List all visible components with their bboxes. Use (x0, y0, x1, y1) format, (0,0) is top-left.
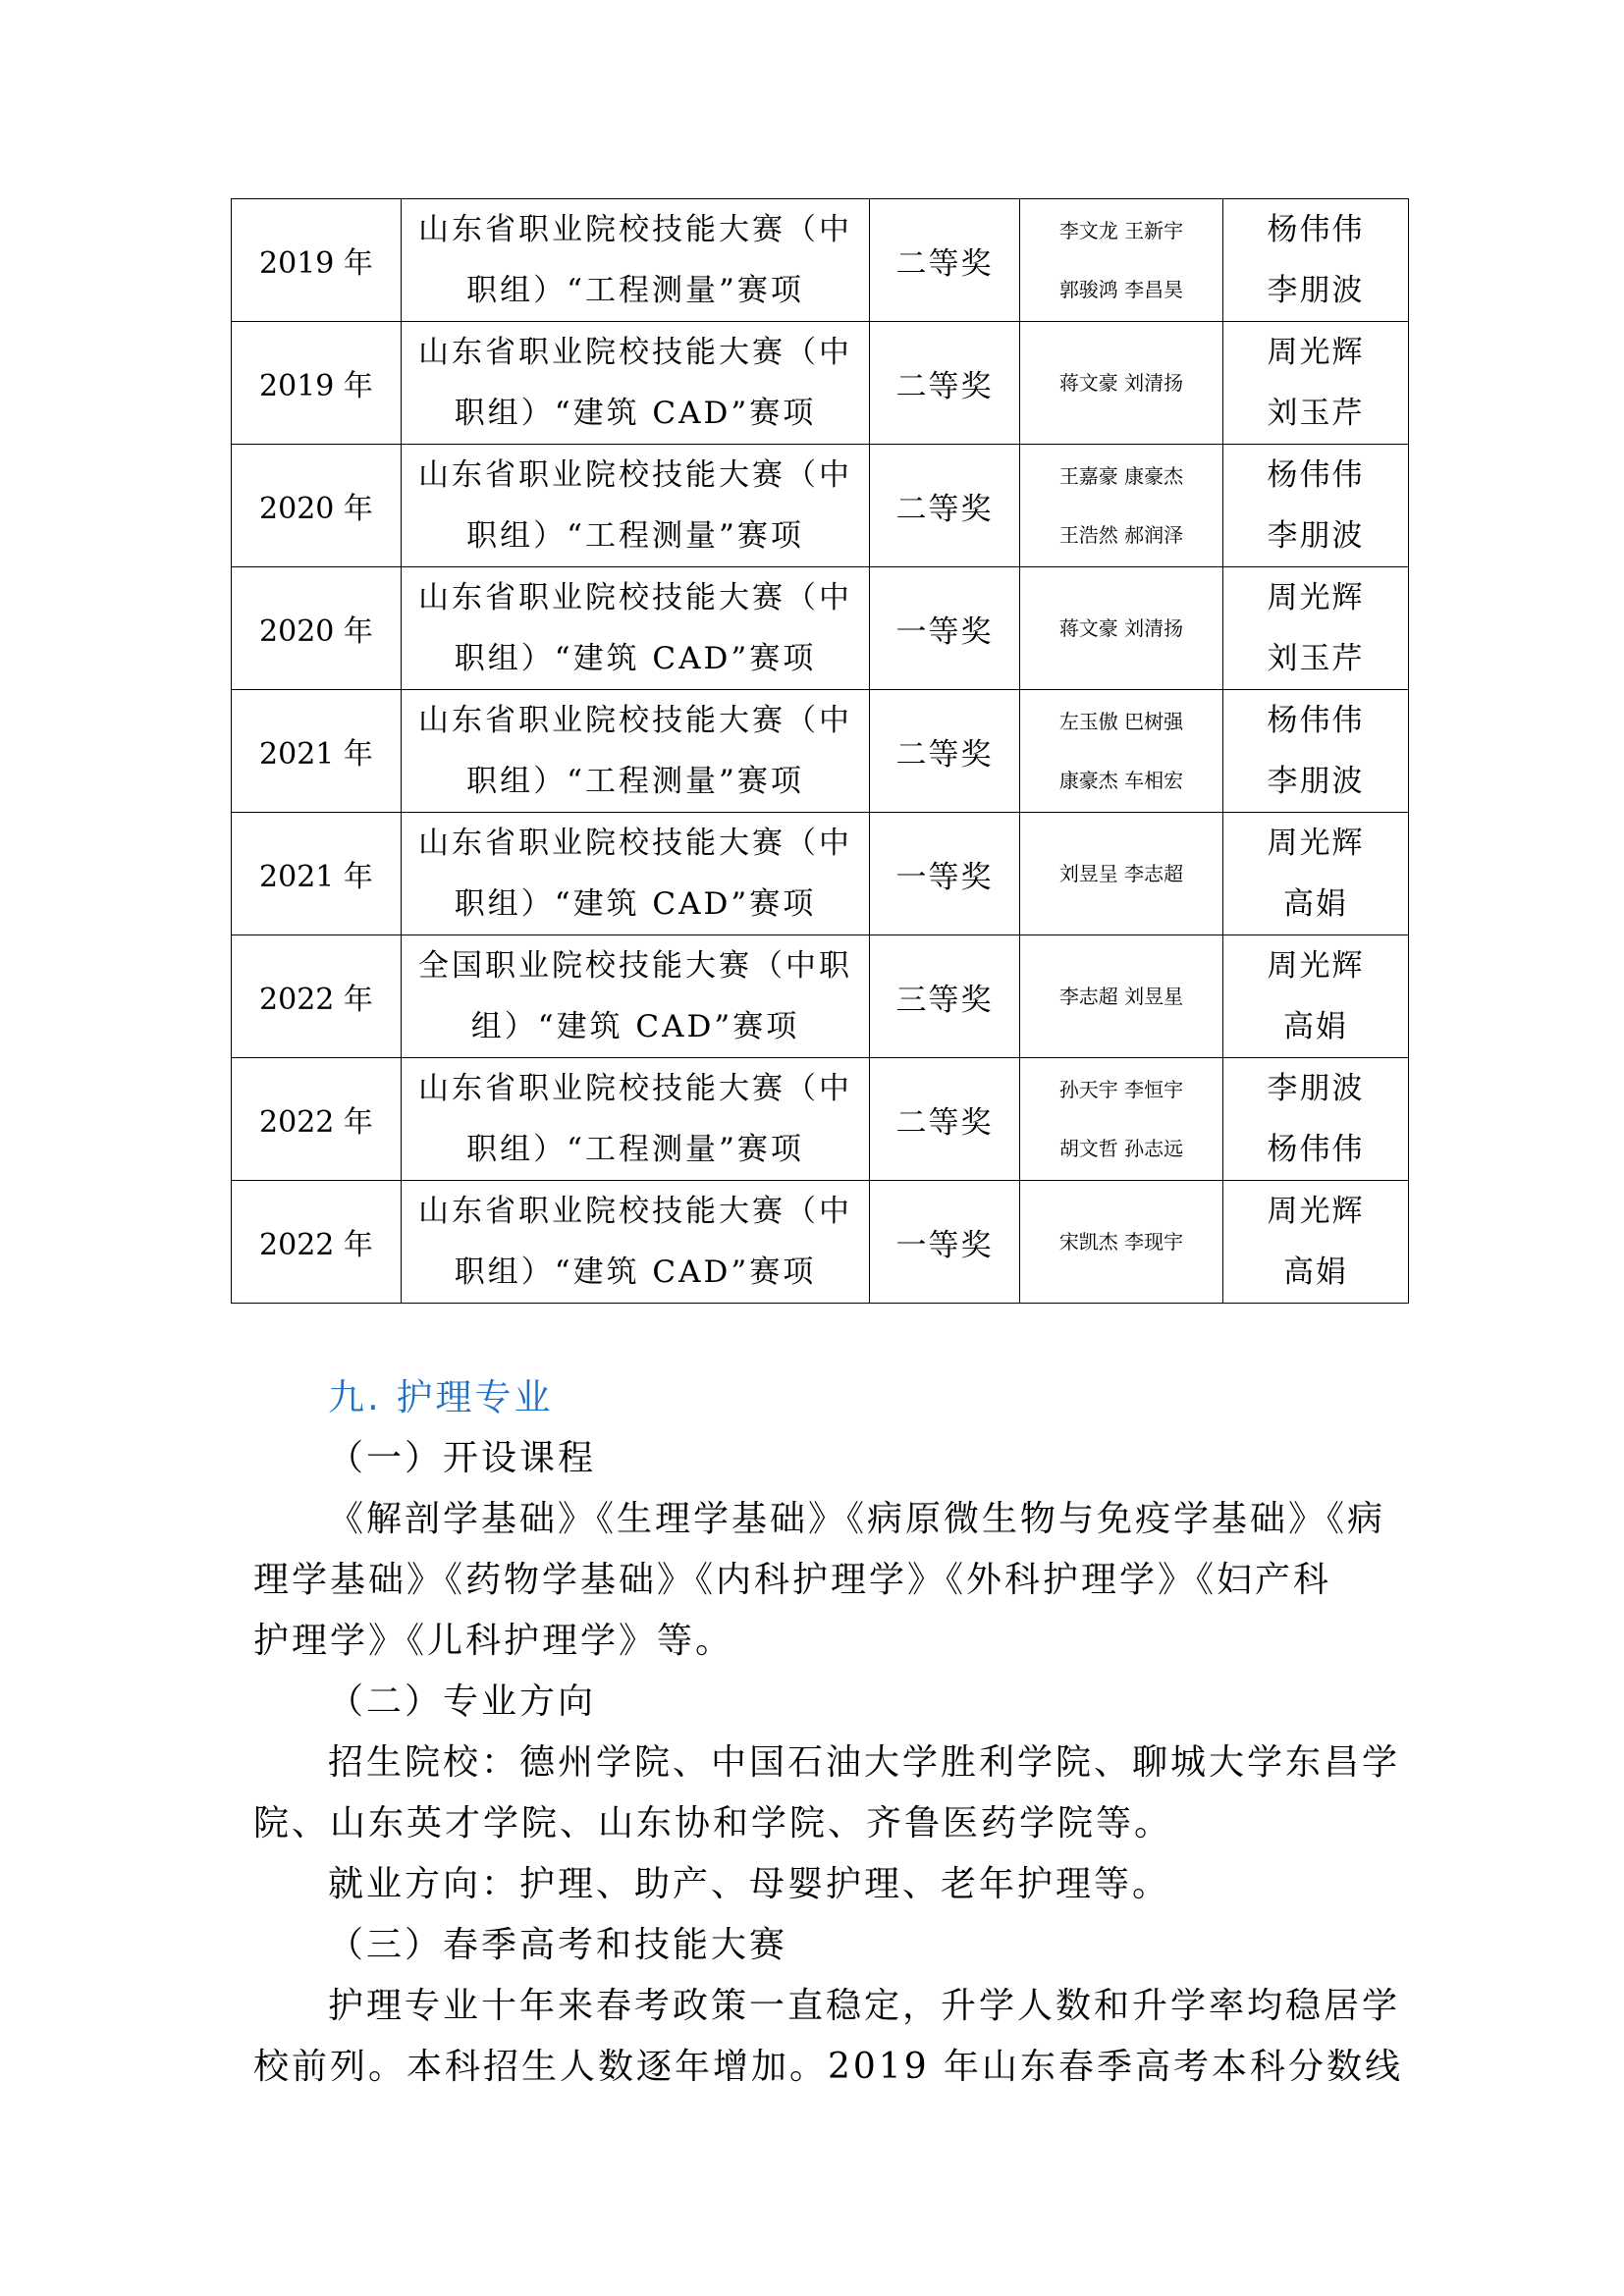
competition-line-2: 职组）“建筑 CAD”赛项 (454, 396, 817, 431)
students-line-2: 胡文哲 孙志远 (1058, 1137, 1184, 1160)
prize-cell: 一等奖 (870, 813, 1020, 935)
schools-line-2: 院、山东英才学院、山东协和学院、齐鲁医药学院等。 (253, 1803, 1173, 1843)
teacher-line-1: 杨伟伟 (1267, 457, 1365, 493)
students-line-2: 康豪杰 车相宏 (1058, 769, 1184, 792)
competition-line-1: 山东省职业院校技能大赛（中 (418, 335, 852, 370)
students-cell (1020, 1181, 1223, 1304)
prize-cell: 二等奖 (870, 322, 1020, 445)
competition-line-2: 职组）“建筑 CAD”赛项 (454, 1255, 817, 1290)
teacher-line-2: 刘玉芹 (1267, 396, 1365, 431)
students-line-1: 蒋文豪 刘清扬 (1058, 616, 1184, 640)
competition-cell (402, 322, 870, 445)
competition-line-2: 组）“建筑 CAD”赛项 (470, 1009, 800, 1044)
competition-line-2: 职组）“工程测量”赛项 (466, 273, 804, 308)
table-row (232, 813, 1409, 935)
students-line-1: 孙天宇 李恒宇 (1058, 1078, 1184, 1101)
students-cell (1020, 813, 1223, 935)
competition-line-1: 山东省职业院校技能大赛（中 (418, 703, 852, 738)
teacher-line-1: 周光辉 (1267, 335, 1365, 370)
teachers-cell (1223, 935, 1409, 1058)
students-cell (1020, 935, 1223, 1058)
competition-line-1: 山东省职业院校技能大赛（中 (418, 457, 852, 493)
teacher-line-2: 高娟 (1283, 1009, 1348, 1044)
competition-cell (402, 1181, 870, 1304)
students-cell (1020, 199, 1223, 322)
competition-line-1: 全国职业院校技能大赛（中职 (418, 948, 852, 984)
year-cell: 2019 年 (232, 322, 402, 445)
teacher-line-1: 杨伟伟 (1267, 703, 1365, 738)
policy-line-1: 护理专业十年来春考政策一直稳定，升学人数和升学率均稳居学 (328, 1986, 1401, 2026)
prize-cell: 二等奖 (870, 445, 1020, 567)
students-cell (1020, 1058, 1223, 1181)
teachers-cell (1223, 199, 1409, 322)
teachers-cell (1223, 445, 1409, 567)
students-cell (1020, 690, 1223, 813)
section-title: 九. 护理专业 (328, 1376, 554, 1418)
year-cell: 2020 年 (232, 445, 402, 567)
year-cell: 2022 年 (232, 1181, 402, 1304)
schools-line-1: 招生院校：德州学院、中国石油大学胜利学院、聊城大学东昌学 (328, 1742, 1401, 1783)
competition-cell (402, 813, 870, 935)
teachers-cell (1223, 813, 1409, 935)
students-line-1: 宋凯杰 李现宇 (1058, 1230, 1184, 1254)
subheading-direction: （二）专业方向 (328, 1682, 597, 1722)
courses-line-2: 理学基础》《药物学基础》《内科护理学》《外科护理学》《妇产科 (253, 1560, 1332, 1600)
prize-cell: 一等奖 (870, 567, 1020, 690)
students-line-1: 王嘉豪 康豪杰 (1058, 464, 1184, 488)
prize-cell: 二等奖 (870, 690, 1020, 813)
students-line-1: 蒋文豪 刘清扬 (1058, 371, 1184, 395)
teacher-line-2: 刘玉芹 (1267, 641, 1365, 676)
competition-line-2: 职组）“工程测量”赛项 (466, 1132, 804, 1167)
jobs-line: 就业方向：护理、助产、母婴护理、老年护理等。 (328, 1864, 1171, 1904)
subheading-exam: （三）春季高考和技能大赛 (328, 1925, 788, 1965)
teacher-line-1: 周光辉 (1267, 580, 1365, 615)
teacher-line-2: 李朋波 (1267, 518, 1365, 554)
prize-cell: 一等奖 (870, 1181, 1020, 1304)
table-row (232, 199, 1409, 322)
students-line-1: 左玉傲 巴树强 (1058, 710, 1184, 733)
teacher-line-2: 杨伟伟 (1267, 1132, 1365, 1167)
students-cell (1020, 322, 1223, 445)
awards-table (231, 198, 1409, 1304)
competition-line-1: 山东省职业院校技能大赛（中 (418, 1194, 852, 1229)
teacher-line-2: 高娟 (1283, 886, 1348, 922)
students-cell (1020, 445, 1223, 567)
students-cell (1020, 567, 1223, 690)
teachers-cell (1223, 567, 1409, 690)
competition-cell (402, 567, 870, 690)
table-row (232, 567, 1409, 690)
competition-line-1: 山东省职业院校技能大赛（中 (418, 212, 852, 247)
competition-cell (402, 935, 870, 1058)
prize-cell: 三等奖 (870, 935, 1020, 1058)
table-row (232, 1181, 1409, 1304)
teachers-cell (1223, 690, 1409, 813)
competition-line-2: 职组）“建筑 CAD”赛项 (454, 886, 817, 922)
competition-line-2: 职组）“建筑 CAD”赛项 (454, 641, 817, 676)
teacher-line-2: 李朋波 (1267, 764, 1365, 799)
teachers-cell (1223, 1058, 1409, 1181)
year-cell: 2022 年 (232, 935, 402, 1058)
teacher-line-1: 杨伟伟 (1267, 212, 1365, 247)
courses-line-3: 护理学》《儿科护理学》等。 (253, 1621, 734, 1661)
teacher-line-2: 高娟 (1283, 1255, 1348, 1290)
teacher-line-1: 周光辉 (1267, 948, 1365, 984)
year-cell: 2019 年 (232, 199, 402, 322)
teacher-line-1: 周光辉 (1267, 826, 1365, 861)
table-row (232, 445, 1409, 567)
subheading-courses: （一）开设课程 (328, 1438, 597, 1478)
table-row (232, 935, 1409, 1058)
students-line-1: 李文龙 王新宇 (1058, 219, 1184, 242)
students-line-1: 李志超 刘昱星 (1058, 985, 1184, 1008)
year-cell: 2022 年 (232, 1058, 402, 1181)
teachers-cell (1223, 1181, 1409, 1304)
year-cell: 2020 年 (232, 567, 402, 690)
table-row (232, 1058, 1409, 1181)
competition-line-2: 职组）“工程测量”赛项 (466, 764, 804, 799)
teacher-line-2: 李朋波 (1267, 273, 1365, 308)
students-line-2: 王浩然 郝润泽 (1058, 523, 1184, 547)
year-cell: 2021 年 (232, 813, 402, 935)
prize-cell: 二等奖 (870, 1058, 1020, 1181)
competition-line-1: 山东省职业院校技能大赛（中 (418, 580, 852, 615)
policy-line-2: 校前列。本科招生人数逐年增加。2019 年山东春季高考本科分数线 (253, 2047, 1404, 2087)
teacher-line-1: 李朋波 (1267, 1071, 1365, 1106)
students-line-1: 刘昱呈 李志超 (1058, 862, 1184, 885)
competition-cell (402, 199, 870, 322)
teacher-line-1: 周光辉 (1267, 1194, 1365, 1229)
students-line-2: 郭骏鸿 李昌昊 (1058, 278, 1184, 301)
competition-line-2: 职组）“工程测量”赛项 (466, 518, 804, 554)
table-row (232, 322, 1409, 445)
competition-line-1: 山东省职业院校技能大赛（中 (418, 826, 852, 861)
teachers-cell (1223, 322, 1409, 445)
competition-cell (402, 1058, 870, 1181)
courses-line-1: 《解剖学基础》《生理学基础》《病原微生物与免疫学基础》《病 (328, 1499, 1386, 1539)
prize-cell: 二等奖 (870, 199, 1020, 322)
competition-line-1: 山东省职业院校技能大赛（中 (418, 1071, 852, 1106)
competition-cell (402, 445, 870, 567)
competition-cell (402, 690, 870, 813)
table-row (232, 690, 1409, 813)
year-cell: 2021 年 (232, 690, 402, 813)
